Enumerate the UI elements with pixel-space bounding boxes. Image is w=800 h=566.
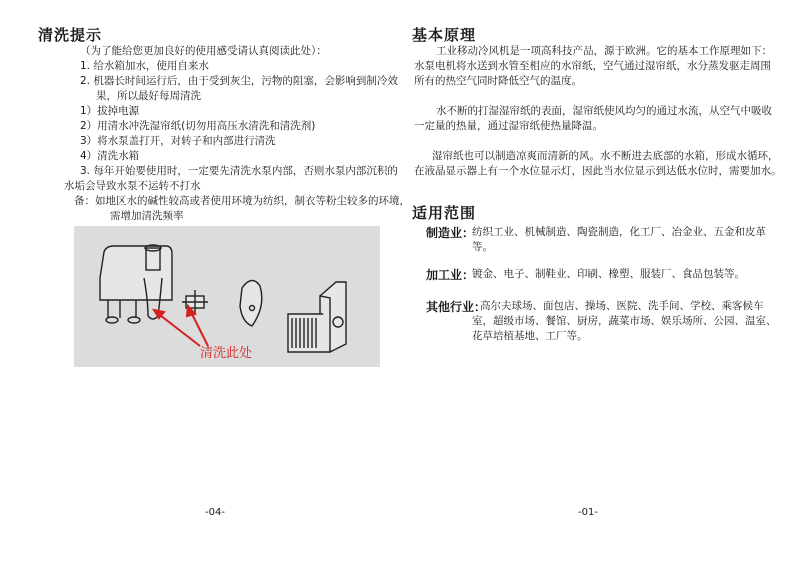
note-text: 备：如地区水的碱性较高或者使用环境为纺织，制衣等粉尘较多的环境，: [74, 195, 410, 207]
note-text: 需增加清洗频率: [110, 210, 184, 222]
intro-text: （为了能给您更加良好的使用感受请认真阅读此处）：: [80, 45, 327, 57]
principle-text: 所有的热空气同时降低空气的温度。: [414, 75, 582, 87]
application-text: 等。: [472, 241, 493, 253]
cleaning-step: 水垢会导致水泵不运转不打水: [64, 180, 201, 192]
principle-text: 一定量的热量，通过湿帘纸使热量降温。: [414, 120, 603, 132]
left-page-title: 清洗提示: [38, 26, 103, 44]
application-text: 镀金、电子、制鞋业、印刷、橡塑、服装厂、食品包装等。: [472, 268, 745, 280]
application-label: 加工业：: [426, 268, 475, 282]
cleaning-step: 1. 给水箱加水，使用自来水: [80, 60, 209, 72]
application-label: 其他行业：: [426, 300, 487, 314]
cleaning-step: 3. 每年开始要使用时，一定要先清洗水泵内部，否则水泵内部沉积的: [80, 165, 398, 177]
cleaning-illustration: [74, 226, 380, 367]
cleaning-step: 果，所以最好每周清洗: [96, 90, 201, 102]
principle-text: 水泵电机将水送到水管至相应的水帘纸，空气通过湿帘纸，水分蒸发驱走周围: [414, 60, 771, 72]
cleaning-step: 1）拔掉电源: [80, 105, 140, 117]
application-text: 花草培植基地、工厂等。: [472, 330, 588, 342]
principle-text: 水不断的打湿湿帘纸的表面，湿帘纸使风均匀的通过水流，从空气中吸收: [436, 105, 772, 117]
principle-text: 工业移动冷风机是一项高科技产品，源于欧洲。它的基本工作原理如下：: [436, 45, 772, 57]
cleaning-step: 3）将水泵盖打开，对转子和内部进行清洗: [80, 135, 276, 147]
application-title: 适用范围: [412, 204, 477, 222]
principle-text: 在液晶显示器上有一个水位显示灯，因此当水位显示到达低水位时，需要加水。: [414, 165, 782, 177]
application-text: 室，超级市场、餐馆、厨房，蔬菜市场、娱乐场所、公园、温室、: [472, 315, 777, 327]
cleaning-step: 4）清洗水箱: [80, 150, 140, 162]
callout-label: 清洗此处: [200, 346, 253, 361]
cleaning-step: 2）用清水冲洗湿帘纸(切勿用高压水清洗和清洗剂): [80, 120, 316, 132]
application-text: 高尔夫球场、面包店、操场、医院、洗手间、学校、乘客候车: [480, 300, 764, 312]
application-text: 纺织工业、机械制造、陶瓷制造，化工厂、冶金业、五金和皮革: [472, 226, 766, 238]
principle-text: 湿帘纸也可以制造凉爽而清新的风。水不断进去底部的水箱，形成水循环，: [432, 150, 779, 162]
page-number-left: -04-: [205, 507, 225, 518]
principle-title: 基本原理: [412, 26, 477, 44]
page-number-right: -01-: [578, 507, 598, 518]
application-label: 制造业：: [426, 226, 475, 240]
cleaning-step: 2. 机器长时间运行后，由于受到灰尘，污物的阻塞，会影响到制冷效: [80, 75, 398, 87]
